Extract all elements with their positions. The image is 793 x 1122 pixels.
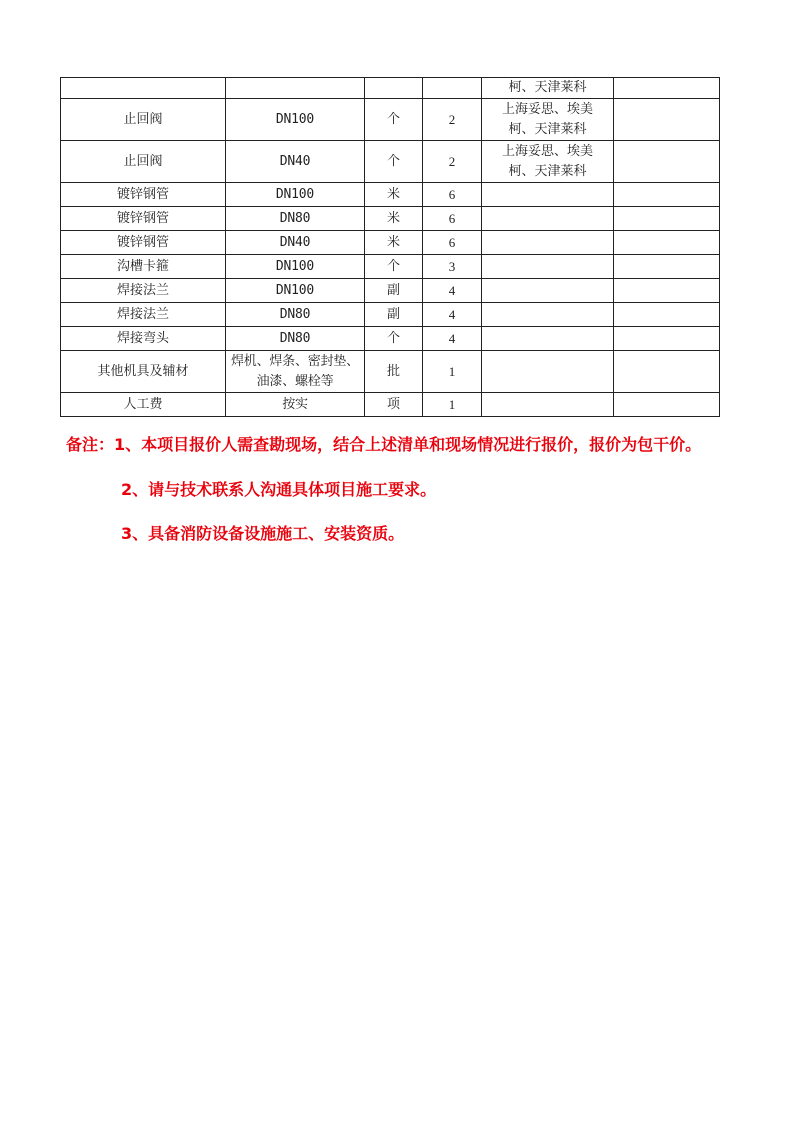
- item-note-cell: [614, 99, 720, 141]
- item-qty-cell: 6: [423, 207, 482, 231]
- item-brand-cell: [482, 207, 614, 231]
- item-spec-cell: DN100: [226, 255, 365, 279]
- item-spec-cell: DN100: [226, 183, 365, 207]
- item-unit-cell: 副: [365, 303, 423, 327]
- remark-1: 备注：1、本项目报价人需查勘现场，结合上述清单和现场情况进行报价，报价为包干价。: [66, 435, 702, 454]
- item-note-cell: [614, 393, 720, 417]
- item-unit-cell: 个: [365, 255, 423, 279]
- table-row: [61, 255, 720, 279]
- item-qty-cell: 1: [423, 351, 482, 393]
- item-unit-cell: [365, 78, 423, 99]
- item-unit-cell: 副: [365, 279, 423, 303]
- item-note-cell: [614, 183, 720, 207]
- item-name-cell: 焊接弯头: [61, 327, 226, 351]
- item-brand-cell: [482, 183, 614, 207]
- item-name-cell: 焊接法兰: [61, 303, 226, 327]
- item-spec-cell: DN100: [226, 99, 365, 141]
- remarks-section: [66, 427, 726, 551]
- item-spec-cell: DN40: [226, 231, 365, 255]
- brand-line: 柯、天津莱科: [508, 121, 587, 137]
- item-brand-cell: [482, 327, 614, 351]
- brand-line: 柯、天津莱科: [508, 163, 587, 179]
- item-brand-cell: [482, 141, 614, 183]
- table-row: [61, 327, 720, 351]
- item-unit-cell: 米: [365, 183, 423, 207]
- table-row: [61, 231, 720, 255]
- item-note-cell: [614, 78, 720, 99]
- item-unit-cell: 个: [365, 141, 423, 183]
- table-row: [61, 99, 720, 141]
- brand-line: 上海妥思、埃美: [501, 143, 593, 159]
- item-brand-cell: [482, 231, 614, 255]
- table-row: [61, 141, 720, 183]
- item-spec-cell: [226, 78, 365, 99]
- item-qty-cell: 1: [423, 393, 482, 417]
- item-brand-cell: [482, 351, 614, 393]
- item-spec-cell: DN100: [226, 279, 365, 303]
- table-row: [61, 279, 720, 303]
- item-name-cell: 镀锌钢管: [61, 183, 226, 207]
- item-brand-cell: [482, 303, 614, 327]
- item-spec-cell: 按实: [226, 393, 365, 417]
- item-note-cell: [614, 207, 720, 231]
- table-row: [61, 351, 720, 393]
- item-brand-cell: [482, 78, 614, 99]
- item-name-cell: 止回阀: [61, 141, 226, 183]
- item-qty-cell: 3: [423, 255, 482, 279]
- brand-line: 上海妥思、埃美: [501, 101, 593, 117]
- item-name-cell: 镀锌钢管: [61, 207, 226, 231]
- item-brand-cell: [482, 279, 614, 303]
- brand-line: 柯、天津莱科: [508, 80, 587, 95]
- item-qty-cell: 6: [423, 231, 482, 255]
- spec-line: 焊机、焊条、密封垫、: [230, 353, 359, 369]
- item-unit-cell: 米: [365, 207, 423, 231]
- spec-line: 油漆、螺栓等: [256, 373, 334, 389]
- item-note-cell: [614, 141, 720, 183]
- item-note-cell: [614, 327, 720, 351]
- table-row: [61, 393, 720, 417]
- table-row: [61, 303, 720, 327]
- item-qty-cell: 2: [423, 141, 482, 183]
- item-name-cell: 焊接法兰: [61, 279, 226, 303]
- item-spec-cell: DN80: [226, 207, 365, 231]
- item-note-cell: [614, 255, 720, 279]
- item-spec-cell: DN80: [226, 303, 365, 327]
- item-unit-cell: 米: [365, 231, 423, 255]
- item-name-cell: 其他机具及辅材: [61, 351, 226, 393]
- item-name-cell: 沟槽卡箍: [61, 255, 226, 279]
- item-qty-cell: 4: [423, 303, 482, 327]
- item-unit-cell: 个: [365, 99, 423, 141]
- item-note-cell: [614, 303, 720, 327]
- table-row: [61, 207, 720, 231]
- item-spec-cell: DN40: [226, 141, 365, 183]
- item-unit-cell: 项: [365, 393, 423, 417]
- item-spec-cell: DN80: [226, 327, 365, 351]
- item-spec-cell: [226, 351, 365, 393]
- item-unit-cell: 个: [365, 327, 423, 351]
- item-qty-cell: 4: [423, 279, 482, 303]
- item-name-cell: 止回阀: [61, 99, 226, 141]
- item-note-cell: [614, 351, 720, 393]
- materials-table-body: [61, 78, 720, 417]
- item-name-cell: 镀锌钢管: [61, 231, 226, 255]
- item-unit-cell: 批: [365, 351, 423, 393]
- item-brand-cell: [482, 255, 614, 279]
- item-qty-cell: 2: [423, 99, 482, 141]
- item-name-cell: 人工费: [61, 393, 226, 417]
- table-row: [61, 183, 720, 207]
- remark-2: 2、请与技术联系人沟通具体项目施工要求。: [121, 480, 437, 499]
- item-qty-cell: 4: [423, 327, 482, 351]
- item-note-cell: [614, 279, 720, 303]
- item-qty-cell: [423, 78, 482, 99]
- item-brand-cell: [482, 393, 614, 417]
- materials-table: [60, 77, 720, 417]
- item-brand-cell: [482, 99, 614, 141]
- item-name-cell: [61, 78, 226, 99]
- remark-3: 3、具备消防设备设施施工、安装资质。: [121, 524, 405, 543]
- item-qty-cell: 6: [423, 183, 482, 207]
- table-row: [61, 78, 720, 99]
- item-note-cell: [614, 231, 720, 255]
